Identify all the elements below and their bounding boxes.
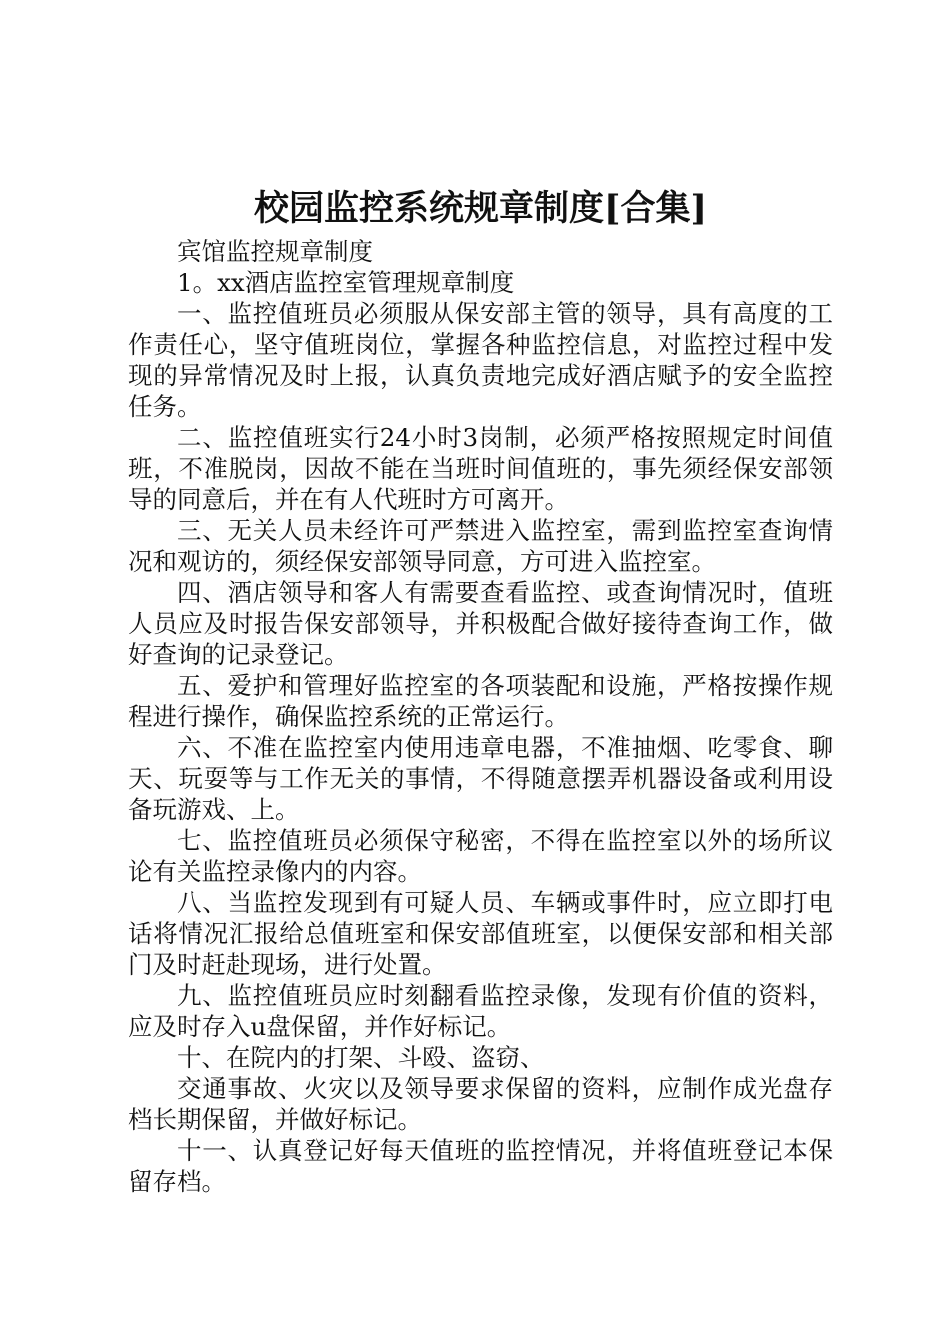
rule-paragraph-10-continued: 交通事故、火灾以及领导要求保留的资料，应制作成光盘存档长期保留，并做好标记。 <box>128 1074 833 1134</box>
document-content <box>128 186 833 1197</box>
rule-paragraph-4: 四、酒店领导和客人有需要查看监控、或查询情况时，值班人员应及时报告保安部领导，并积极配合做好接待查询工作，做好查询的记录登记。 <box>128 578 833 669</box>
rule-paragraph-6: 六、不准在监控室内使用违章电器，不准抽烟、吃零食、聊天、玩耍等与工作无关的事情，不得随意摆弄机器设备或利用设备玩游戏、上。 <box>128 733 833 824</box>
subsection-heading: 1。xx酒店监控室管理规章制度 <box>177 268 515 297</box>
rule-paragraph-2: 二、监控值班实行24小时3岗制，必须严格按照规定时间值班，不准脱岗，因故不能在当班时间值班的，事先须经保安部领导的同意后，并在有人代班时方可离开。 <box>128 423 833 514</box>
rule-paragraph-3: 三、无关人员未经许可严禁进入监控室，需到监控室查询情况和观访的，须经保安部领导同意，方可进入监控室。 <box>128 516 833 576</box>
rule-paragraph-8: 八、当监控发现到有可疑人员、车辆或事件时，应立即打电话将情况汇报给总值班室和保安部值班室，以便保安部和相关部门及时赶赴现场，进行处置。 <box>128 888 833 979</box>
rule-paragraph-9: 九、监控值班员应时刻翻看监控录像，发现有价值的资料，应及时存入u盘保留，并作好标记。 <box>128 981 833 1041</box>
section-heading: 宾馆监控规章制度 <box>177 237 373 266</box>
rule-paragraph-1: 一、监控值班员必须服从保安部主管的领导，具有高度的工作责任心，坚守值班岗位，掌握各种监控信息，对监控过程中发现的异常情况及时上报，认真负责地完成好酒店赋予的安全监控任务。 <box>128 299 833 421</box>
rule-paragraph-5: 五、爱护和管理好监控室的各项装配和设施，严格按操作规程进行操作，确保监控系统的正常运行。 <box>128 671 833 731</box>
document-title: 校园监控系统规章制度[合集] <box>253 188 708 229</box>
rule-paragraph-11: 十一、认真登记好每天值班的监控情况，并将值班登记本保留存档。 <box>128 1136 833 1196</box>
rule-paragraph-10: 十、在院内的打架、斗殴、盗窃、 <box>177 1043 545 1072</box>
rule-paragraph-7: 七、监控值班员必须保守秘密，不得在监控室以外的场所议论有关监控录像内的内容。 <box>128 826 833 886</box>
